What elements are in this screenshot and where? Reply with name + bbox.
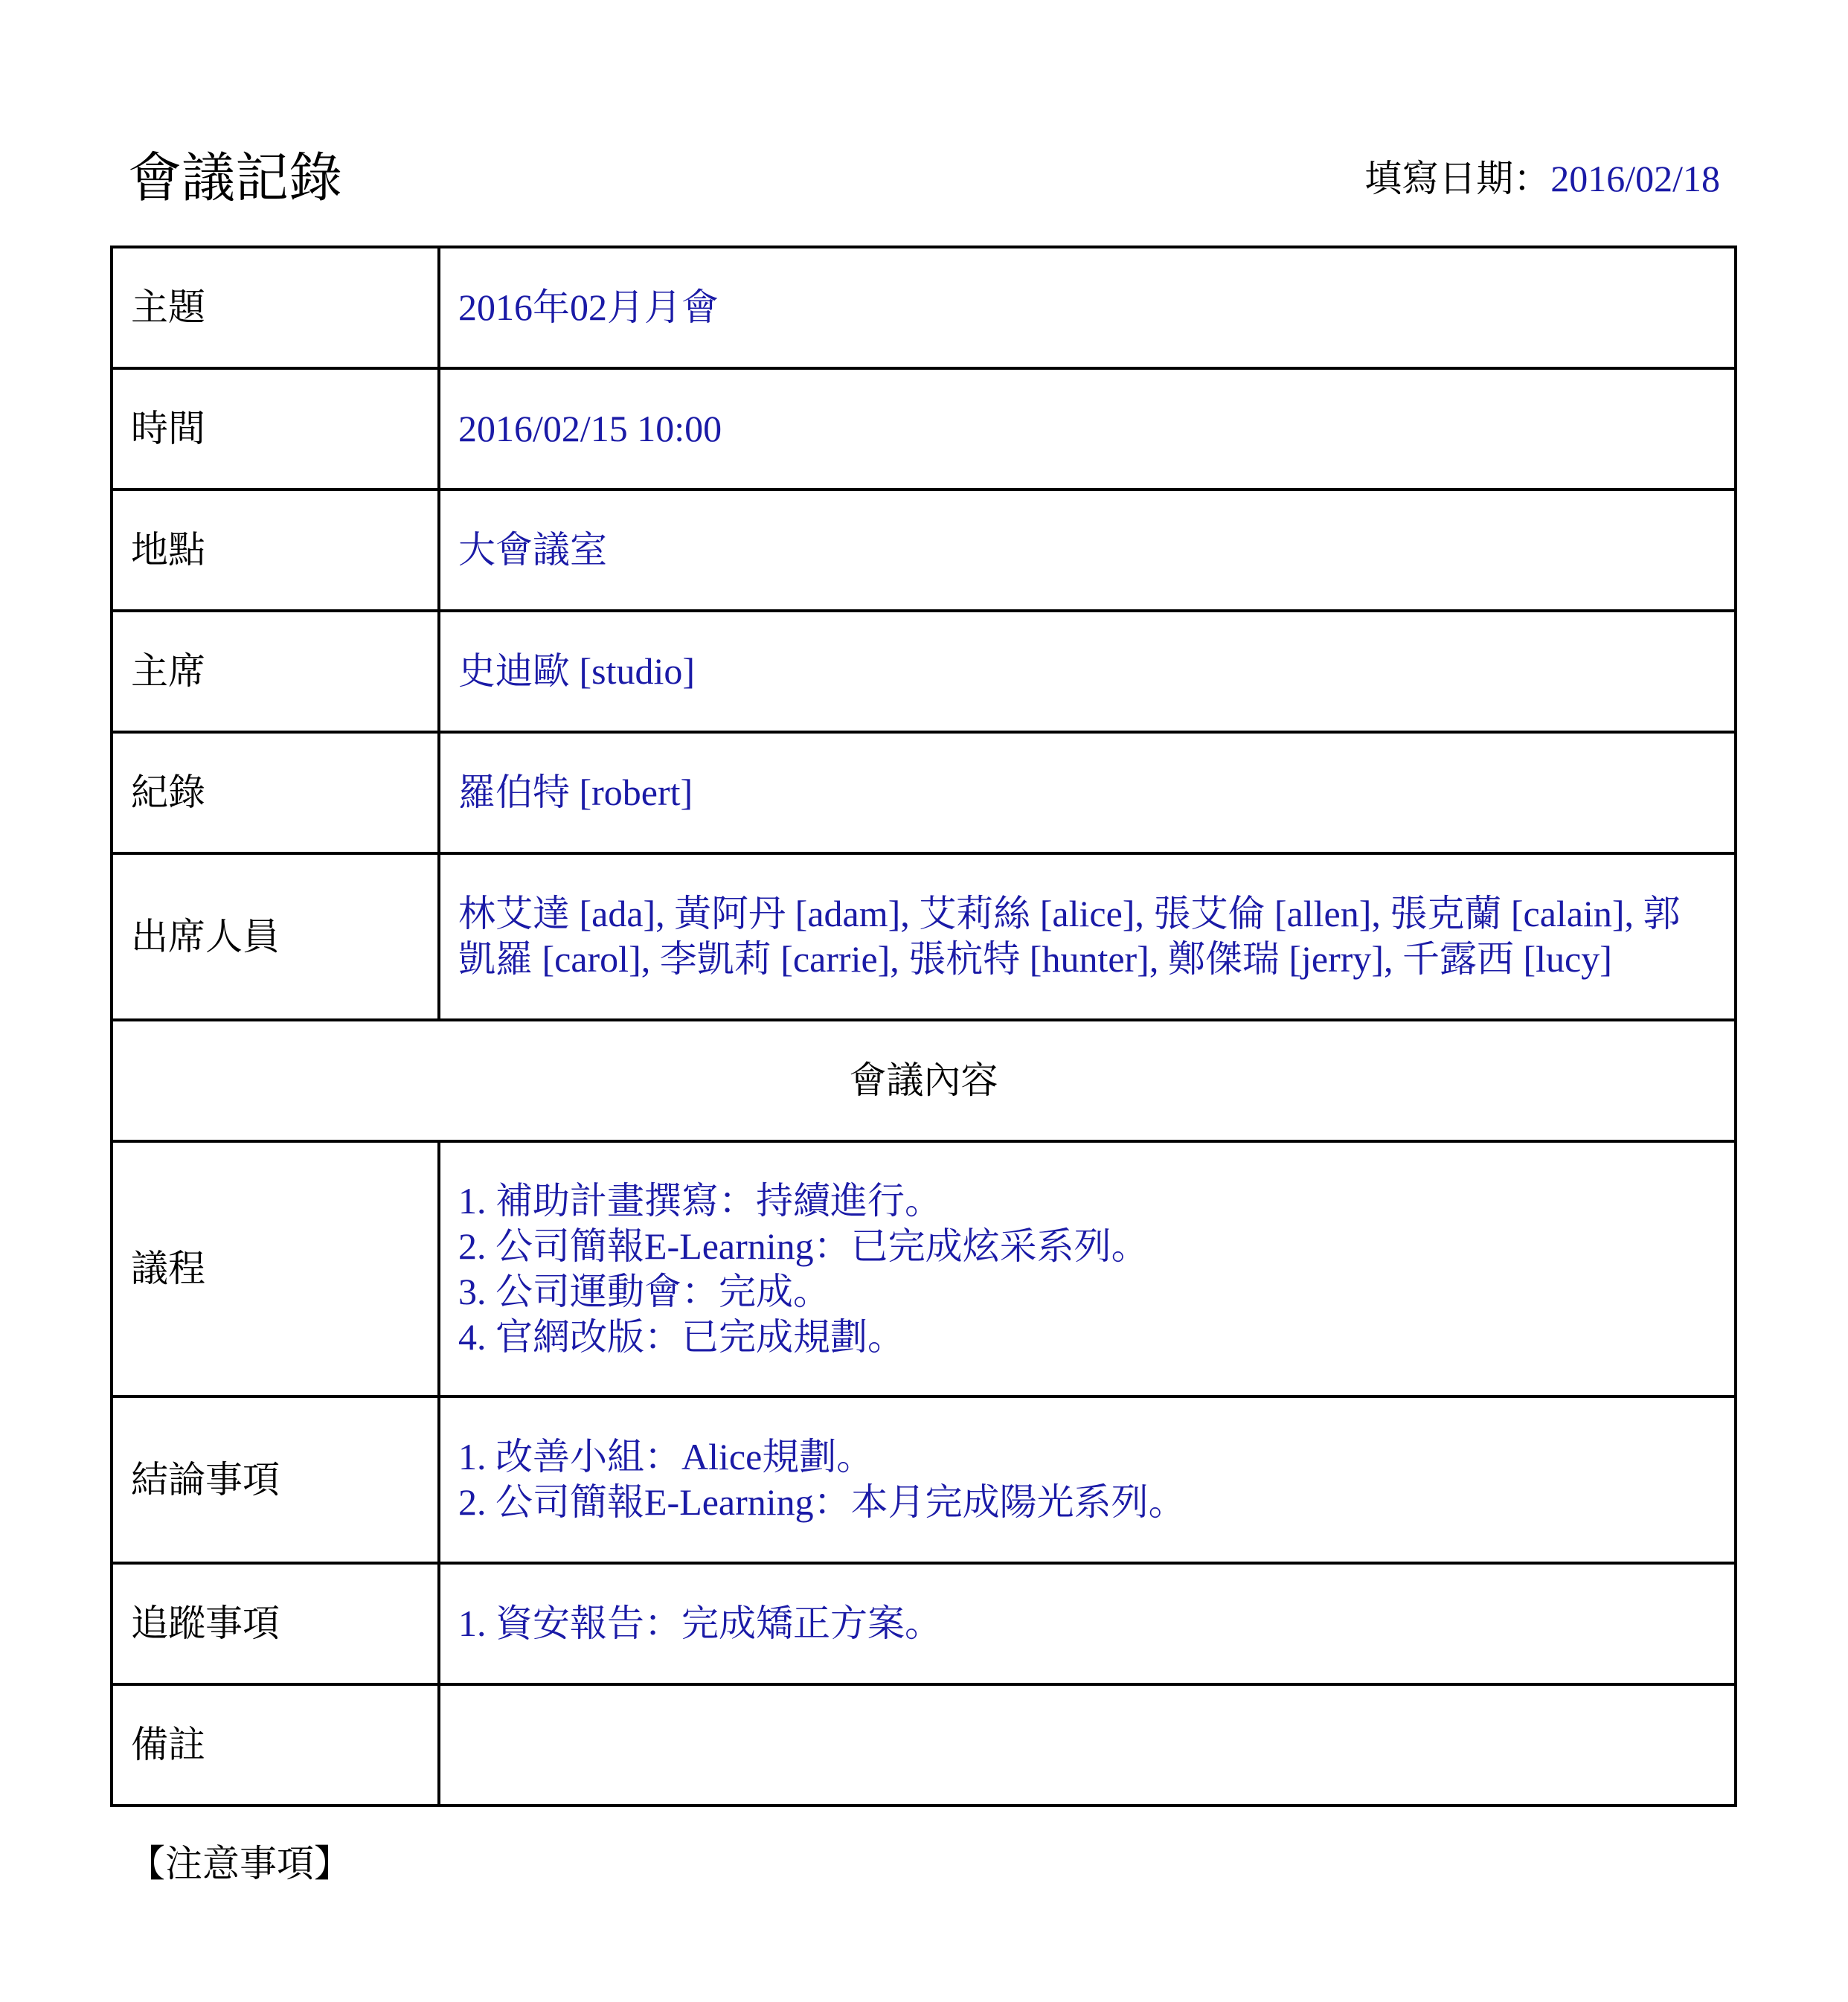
agenda-item: 3. 公司運動會：完成。 — [458, 1270, 830, 1312]
remarks-value — [439, 1684, 1736, 1806]
time-label: 時間 — [112, 368, 439, 490]
page-title: 會議記錄 — [128, 149, 343, 208]
row-time — [112, 368, 1736, 490]
location-value: 大會議室 — [439, 490, 1736, 611]
remarks-label: 備註 — [112, 1684, 439, 1806]
subject-label: 主題 — [112, 247, 439, 368]
row-subject — [112, 247, 1736, 368]
agenda-item: 1. 補助計畫撰寫：持續進行。 — [458, 1179, 942, 1222]
row-recorder — [112, 732, 1736, 853]
row-agenda — [112, 1141, 1736, 1396]
recorder-value: 羅伯特 [robert] — [439, 732, 1736, 853]
conclusions-list — [439, 1396, 1736, 1563]
conclusions-label: 結論事項 — [112, 1396, 439, 1563]
fill-date — [1364, 153, 1720, 205]
content-section-heading: 會議內容 — [112, 1020, 1736, 1141]
agenda-item: 2. 公司簡報E-Learning：已完成炫采系列。 — [458, 1225, 1149, 1267]
location-label: 地點 — [112, 490, 439, 611]
row-follow-up — [112, 1563, 1736, 1684]
attendees-label: 出席人員 — [112, 853, 439, 1020]
agenda-item: 4. 官網改版：已完成規劃。 — [458, 1315, 905, 1358]
recorder-label: 紀錄 — [112, 732, 439, 853]
conclusion-item: 2. 公司簡報E-Learning：本月完成陽光系列。 — [458, 1481, 1186, 1523]
follow-up-item: 1. 資安報告：完成矯正方案。 — [458, 1602, 942, 1644]
fill-date-label: 填寫日期： — [1364, 158, 1551, 199]
agenda-list — [439, 1141, 1736, 1396]
subject-value: 2016年02月月會 — [439, 247, 1736, 368]
follow-up-label: 追蹤事項 — [112, 1563, 439, 1684]
agenda-label: 議程 — [112, 1141, 439, 1396]
conclusion-item: 1. 改善小組：Alice規劃。 — [458, 1436, 874, 1478]
row-attendees — [112, 853, 1736, 1020]
meeting-minutes-table — [110, 246, 1737, 1807]
row-remarks — [112, 1684, 1736, 1806]
chair-label: 主席 — [112, 611, 439, 732]
fill-date-value: 2016/02/18 — [1550, 158, 1720, 199]
time-value: 2016/02/15 10:00 — [439, 368, 1736, 490]
row-conclusions — [112, 1396, 1736, 1563]
attendees-value: 林艾達 [ada], 黃阿丹 [adam], 艾莉絲 [alice], 張艾倫 [allen], 張克蘭 [calain], 郭凱羅 [carol], 李凱莉 [carrie], 張杭特 [hunter], 鄭傑瑞 [jerry], 千露西 [lucy] — [439, 853, 1736, 1020]
chair-value: 史迪歐 [studio] — [439, 611, 1736, 732]
follow-up-list — [439, 1563, 1736, 1684]
row-location — [112, 490, 1736, 611]
notes-heading: 【注意事項】 — [128, 1843, 351, 1884]
row-content-section — [112, 1020, 1736, 1141]
row-chair — [112, 611, 1736, 732]
